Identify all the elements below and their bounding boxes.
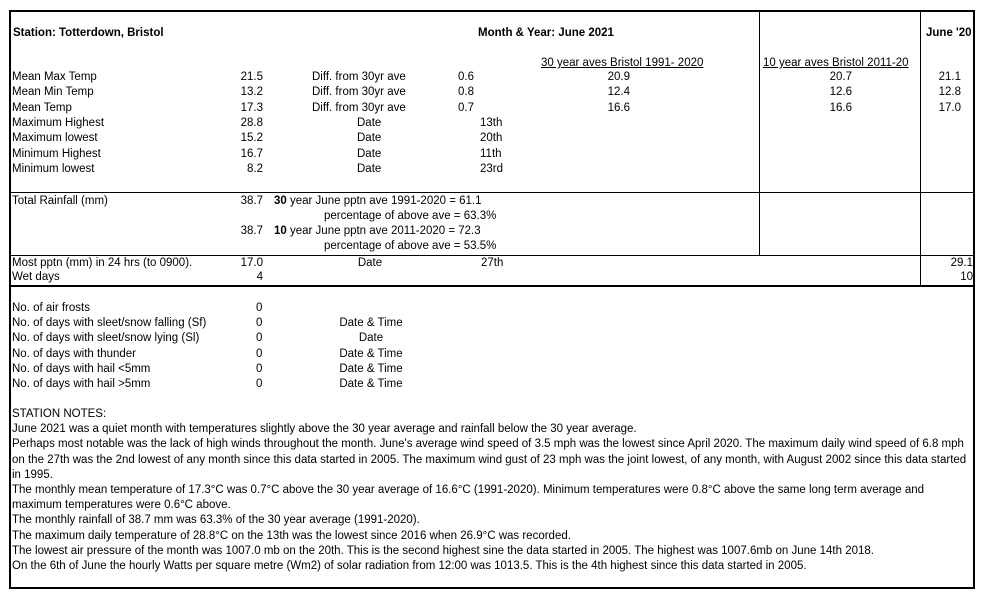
divider-prev-col: [920, 10, 921, 256]
note-line: Perhaps most notable was the lack of high winds throughout the month. June's average wind speed of 3.5 mph was the lowest since April 2020. The maximum daily wind speed of 6.8 mph on the 27th was the 2nd lowest of any month since this data started in 2005. The maximum wind gust of 23 mph was the joint lowest, of any month, with August 2002 since this data started in 1995.: [12, 438, 967, 481]
temp-row-label: Maximum Highest: [12, 116, 105, 129]
most-pptn-prev: 29.1: [950, 257, 973, 269]
temp-row-ave10: 12.6: [829, 86, 852, 99]
temp-row-value: 21.5: [240, 71, 263, 83]
temp-row-label: Minimum Highest: [12, 147, 101, 160]
most-pptn-value: 17.0: [240, 257, 263, 269]
note-line: On the 6th of June the hourly Watts per square metre (Wm2) of solar radiation from 12:00 was 1013.5. This is the 4th highest since this data started in 2005.: [12, 560, 807, 573]
note-line: June 2021 was a quiet month with temperatures slightly above the 30 year average and rainfall below the 30 year average.: [12, 423, 637, 436]
divider-counts-top: [9, 285, 975, 287]
temp-row-mid: Date: [357, 116, 382, 129]
prev-year-title: June '20: [926, 27, 972, 39]
temp-row-label: Mean Min Temp: [12, 86, 94, 99]
note-line: The maximum daily temperature of 28.8°C on the 13th was the lowest since 2016 when 26.9°C was recorded.: [12, 529, 571, 542]
temp-row-mid: Diff. from 30yr ave: [312, 86, 406, 99]
temp-row-ave30: 12.4: [607, 86, 630, 99]
count-label: No. of days with sleet/snow lying (Sl): [12, 332, 200, 345]
rain-10-prefix: 10: [274, 225, 287, 237]
temp-row-prev: 12.8: [938, 86, 961, 99]
temp-row-mid-val: 11th: [480, 147, 502, 160]
count-label: No. of air frosts: [12, 302, 90, 314]
most-pptn-date-label: Date: [357, 257, 383, 269]
temp-row-value: 28.8: [240, 116, 263, 129]
temp-row-mid-val: 0.7: [458, 101, 474, 114]
count-value: 0: [256, 347, 263, 360]
temp-row-mid: Diff. from 30yr ave: [312, 71, 406, 83]
notes-title: STATION NOTES:: [12, 408, 107, 420]
temp-row-value: 15.2: [240, 132, 263, 145]
rain-30yr-pct: percentage of above ave = 63.3%: [324, 210, 497, 222]
count-date-label: Date & Time: [339, 378, 403, 390]
rain-30yr-line: [274, 195, 482, 208]
temp-row-label: Maximum lowest: [12, 132, 98, 145]
rain-10yr-pct: percentage of above ave = 53.5%: [324, 240, 497, 252]
temp-row-mid-val: 23rd: [480, 162, 504, 175]
rain-value-2: 38.7: [240, 225, 263, 237]
wet-days-prev: 10: [960, 271, 973, 283]
note-line: The monthly rainfall of 38.7 mm was 63.3% of the 30 year average (1991-2020).: [12, 514, 420, 527]
rain-label: Total Rainfall (mm): [12, 195, 108, 207]
rain-10-text: year June pptn ave 2011-2020 = 72.3: [286, 225, 481, 237]
station-title: Station: Totterdown, Bristol: [13, 27, 164, 39]
temp-row-mid: Diff. from 30yr ave: [312, 101, 406, 114]
count-label: No. of days with hail >5mm: [12, 378, 151, 390]
temp-row-prev: 17.0: [938, 101, 961, 114]
divider-rain-bottom: [9, 255, 975, 256]
temp-row-label: Minimum lowest: [12, 162, 95, 175]
temp-row-label: Mean Temp: [12, 101, 72, 114]
rain-10yr-line: [274, 225, 481, 238]
temp-row-mid: Date: [357, 162, 382, 175]
station-notes: [12, 407, 970, 574]
temp-row-value: 16.7: [240, 147, 263, 160]
temp-row-ave10: 20.7: [829, 71, 852, 83]
rain-30-prefix: 30: [274, 195, 287, 207]
rain-value-1: 38.7: [240, 195, 263, 207]
ave30-header: 30 year aves Bristol 1991- 2020: [541, 57, 704, 69]
count-date-label: Date & Time: [339, 317, 403, 330]
wet-days-value: 4: [256, 271, 263, 283]
count-date-label: Date & Time: [339, 362, 403, 375]
count-value: 0: [256, 332, 263, 345]
temp-row-mid-val: 20th: [480, 132, 503, 145]
most-pptn-label: Most pptn (mm) in 24 hrs (to 0900).: [12, 257, 193, 269]
temp-row-value: 17.3: [240, 101, 263, 114]
count-date-label: Date: [358, 332, 384, 345]
count-label: No. of days with thunder: [12, 347, 137, 360]
note-line: The lowest air pressure of the month was 1007.0 mb on the 20th. This is the second highest sine the data started in 2005. The highest was 1007.6mb on June 14th 2018.: [12, 544, 874, 557]
temp-row-mid: Date: [357, 132, 382, 145]
ave10-header: 10 year aves Bristol 2011-20: [763, 57, 909, 69]
temp-row-value: 13.2: [240, 86, 263, 99]
temp-row-mid: Date: [357, 147, 382, 160]
temp-row-mid-val: 0.6: [458, 71, 474, 83]
divider-rain-top: [9, 192, 975, 193]
wet-days-label: Wet days: [12, 271, 60, 283]
count-value: 0: [256, 378, 263, 390]
count-value: 0: [256, 362, 263, 375]
temp-row-ave30: 20.9: [607, 71, 630, 83]
count-value: 0: [256, 317, 263, 330]
divider-10yr-col: [759, 10, 760, 256]
temp-row-ave30: 16.6: [607, 101, 630, 114]
temp-row-label: Mean Max Temp: [12, 71, 97, 83]
note-line: The monthly mean temperature of 17.3°C was 0.7°C above the 30 year average of 16.6°C (1991-2020). Minimum temperatures were 0.8°C above the same long term average and maximum temperatures were 0.6°C above.: [12, 484, 925, 512]
count-label: No. of days with hail <5mm: [12, 362, 151, 375]
temp-row-ave10: 16.6: [829, 101, 852, 114]
month-year-title: Month & Year: June 2021: [478, 27, 614, 39]
temp-row-prev: 21.1: [938, 71, 961, 83]
temp-row-mid-val: 13th: [480, 116, 503, 129]
count-value: 0: [256, 302, 263, 314]
temp-row-mid-val: 0.8: [458, 86, 474, 99]
count-label: No. of days with sleet/snow falling (Sf): [12, 317, 207, 330]
temp-row-value: 8.2: [247, 162, 263, 175]
most-pptn-date: 27th: [481, 257, 504, 269]
rain-30-text: year June pptn ave 1991-2020 = 61.1: [286, 195, 482, 207]
count-date-label: Date & Time: [339, 347, 403, 360]
